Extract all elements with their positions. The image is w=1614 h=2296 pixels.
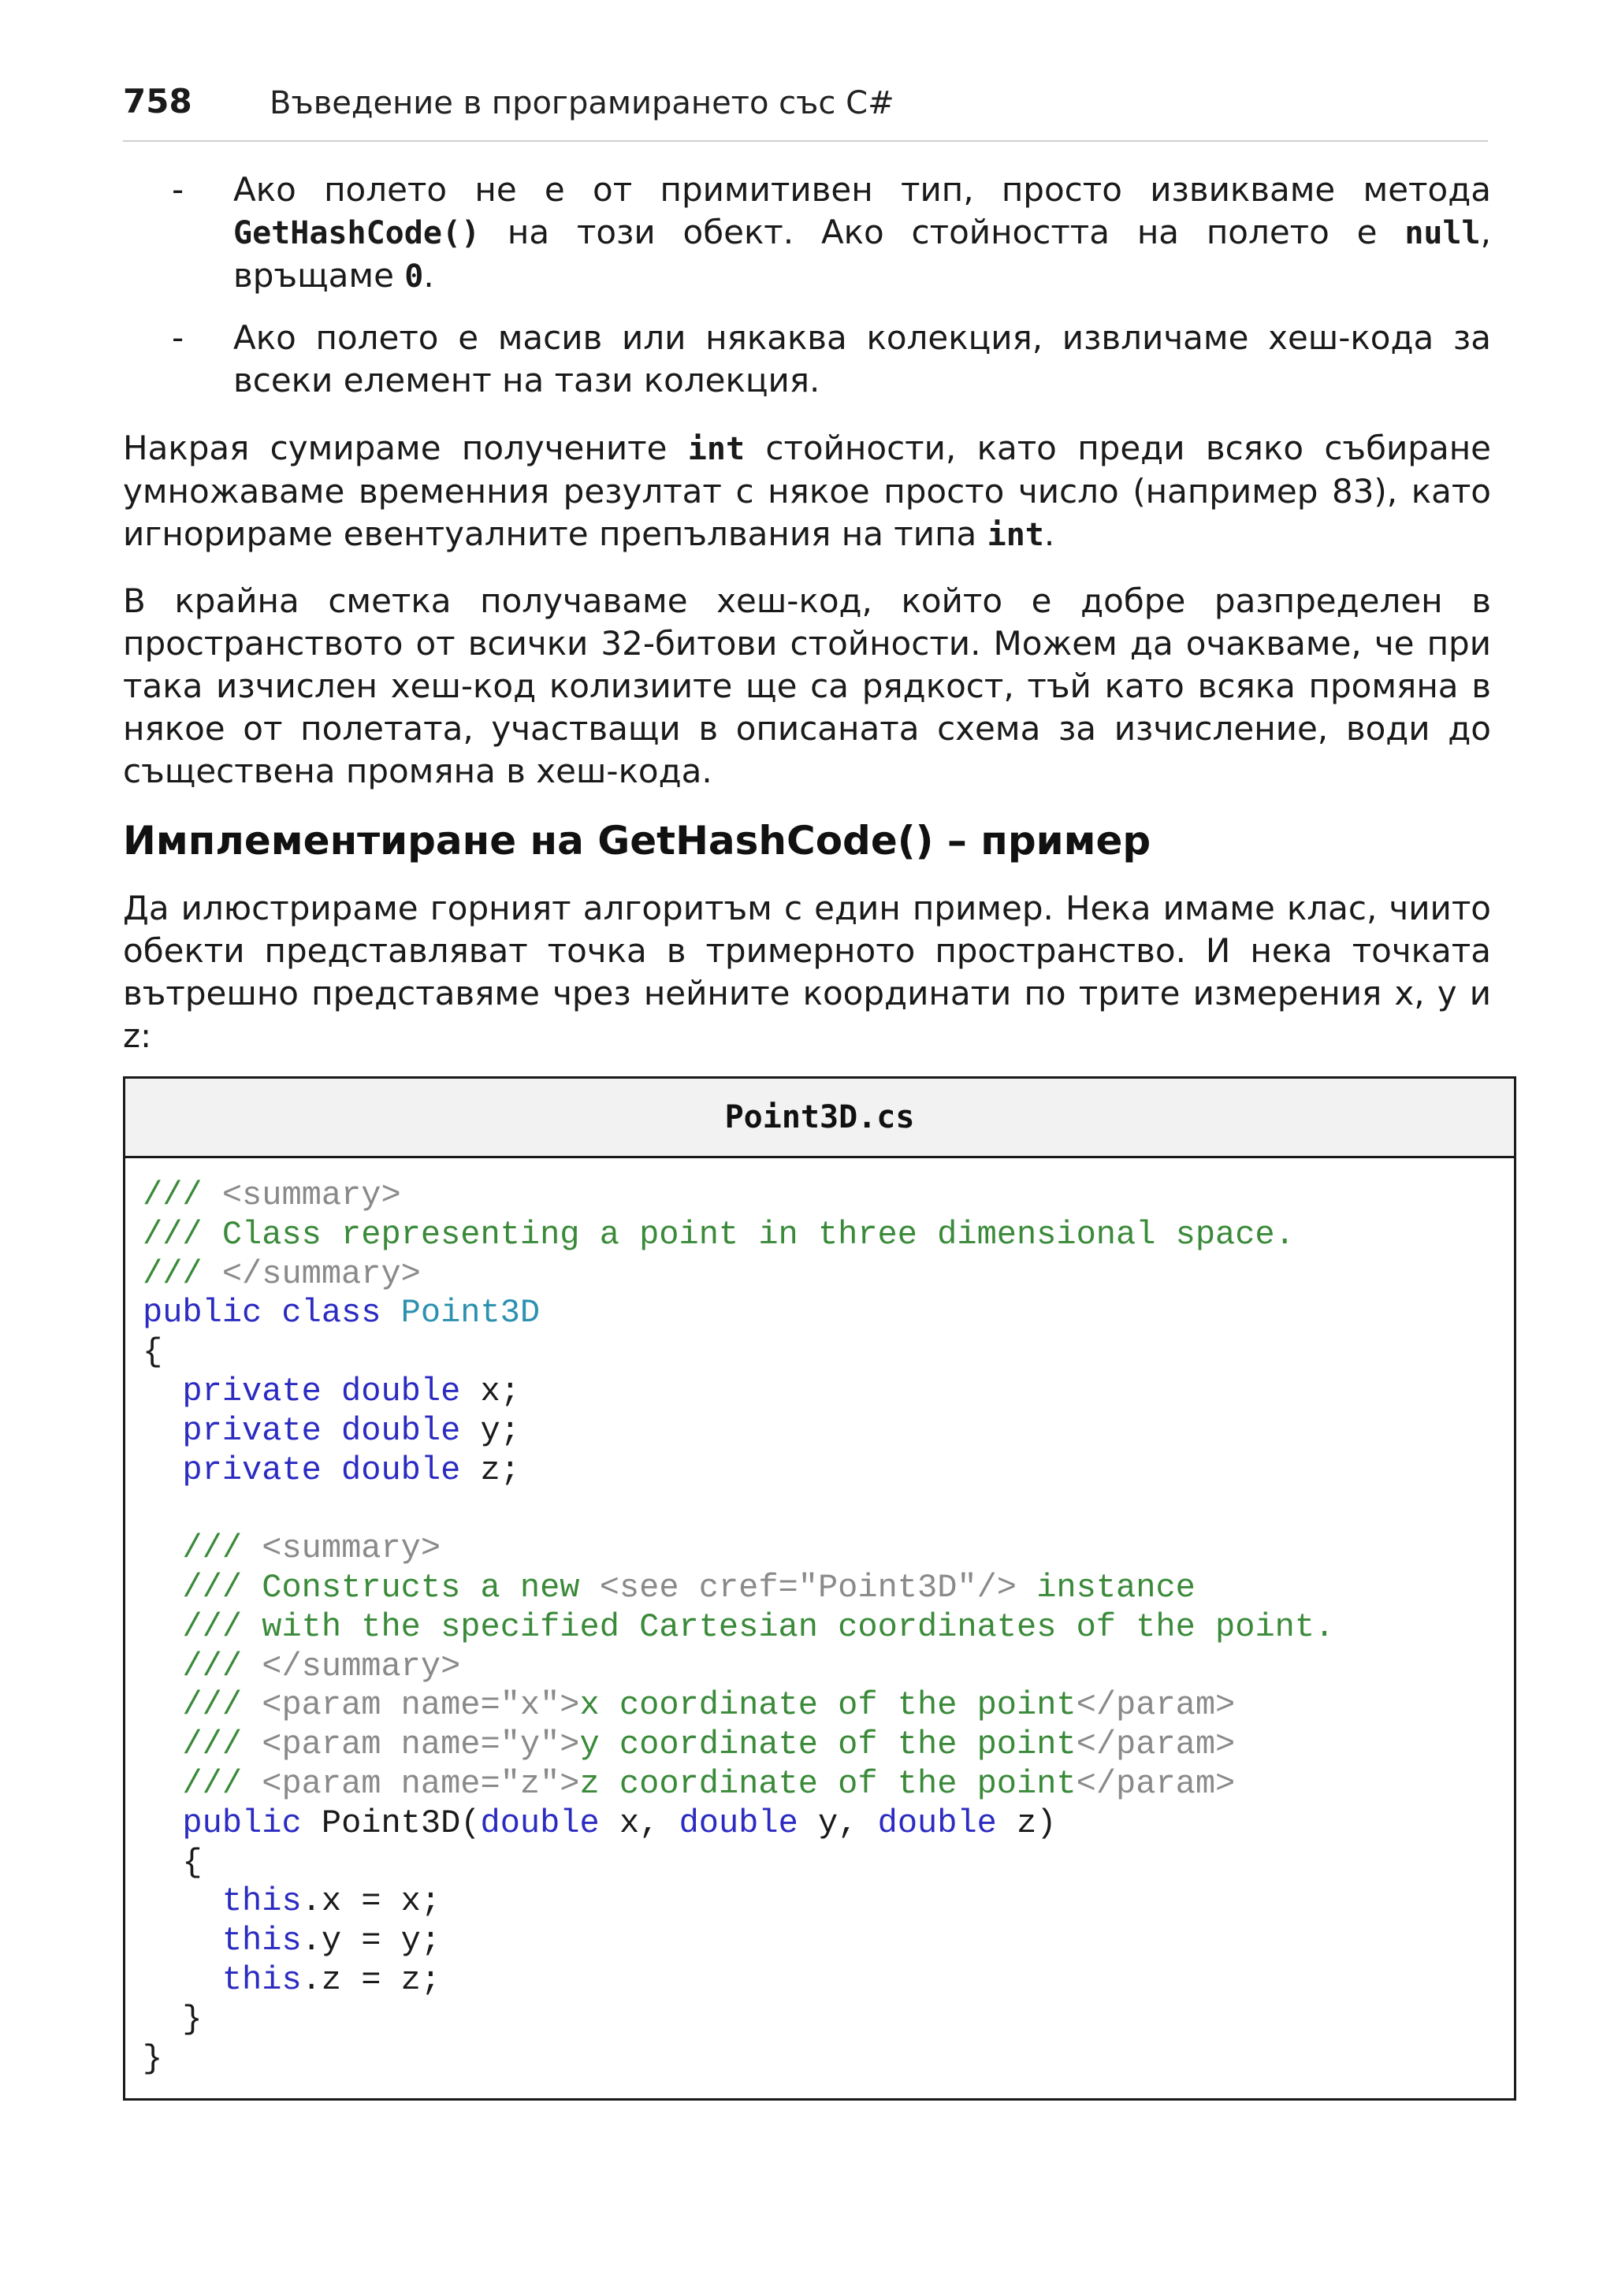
code-line	[143, 1333, 1334, 1373]
code-token-plain	[143, 1412, 182, 1450]
code-token-keyword: public	[182, 1804, 322, 1842]
code-line	[143, 1961, 1334, 2001]
code-block	[143, 1176, 1334, 2079]
inline-code: int	[687, 431, 746, 467]
code-line	[143, 2001, 1334, 2040]
code-token-plain: Point3D(	[321, 1804, 481, 1842]
code-token-plain	[143, 1569, 182, 1607]
text-run: , връщаме	[233, 213, 1491, 295]
code-line	[143, 1648, 1334, 1687]
code-token-keyword: public class	[143, 1294, 401, 1332]
code-token-comment: ///	[182, 1647, 262, 1685]
code-token-plain: .y = y;	[301, 1922, 441, 1960]
code-token-keyword: private double	[182, 1451, 481, 1489]
code-token-plain: z)	[1017, 1804, 1057, 1842]
text-run: Накрая сумираме получените	[123, 429, 688, 467]
code-token-plain: y;	[480, 1411, 520, 1450]
code-token-plain	[143, 1961, 222, 1999]
paragraph-text: Да илюстрираме горният алгоритъм с един пример. Нека имаме клас, чиито обекти представляват точка в тримерното пространство. И нека точката вътрешно представяме чрез нейните координати по трите измерения x, y и z:	[123, 889, 1491, 1055]
code-token-comment: /// Class representing a point in three dimensional space.	[143, 1215, 1295, 1254]
code-line	[143, 1765, 1334, 1804]
code-token-comment: instance	[1017, 1568, 1196, 1607]
page-number: 758	[123, 82, 192, 121]
bullet-text	[233, 317, 1491, 402]
code-token-keyword: this	[221, 1882, 302, 1921]
bullet-dash: -	[172, 318, 184, 357]
code-line	[143, 1922, 1334, 1961]
code-line	[143, 2040, 1334, 2079]
inline-code: null	[1404, 215, 1481, 251]
paragraph-distribution	[123, 580, 1491, 793]
code-token-plain: }	[143, 2000, 203, 2038]
paragraph-hash-sum	[123, 427, 1491, 556]
paragraph-text: В крайна сметка получаваме хеш-код, който е добре разпределен в пространството от всички 32-битови стойности. Можем да очакваме, че при така изчислен хеш-код колизиите ще са рядкост, тъй като всяка промяна в някое от полетата, участващи в описаната схема за изчисление, води до съществена промяна в хеш-кода.	[123, 581, 1491, 790]
code-token-plain	[143, 1451, 182, 1489]
paragraph-example-intro	[123, 887, 1491, 1057]
text-run: Ако полето е масив или някаква колекция, извличаме хеш-кода за всеки елемент на тази колекция.	[233, 318, 1491, 399]
code-token-tag: </param>	[1076, 1726, 1236, 1764]
code-line	[143, 1882, 1334, 1922]
book-title: Въведение в програмирането със C#	[270, 85, 894, 121]
code-token-comment: ///	[182, 1764, 262, 1803]
code-token-plain: x;	[480, 1372, 520, 1410]
code-line	[143, 1373, 1334, 1412]
code-token-tag: <summary>	[262, 1529, 441, 1568]
running-header	[123, 79, 1488, 142]
code-line	[143, 1176, 1334, 1216]
code-token-keyword: double	[877, 1804, 1017, 1842]
code-line	[143, 1686, 1334, 1726]
code-line	[143, 1451, 1334, 1491]
code-line	[143, 1726, 1334, 1765]
code-line	[143, 1608, 1334, 1648]
code-token-comment: ///	[182, 1726, 262, 1764]
code-token-keyword: private double	[182, 1411, 481, 1450]
bullet-item	[123, 317, 1491, 402]
text-run: .	[1043, 515, 1055, 553]
code-line	[143, 1255, 1334, 1295]
text-run: на този обект. Ако стойността на полето е	[480, 213, 1405, 251]
code-token-plain	[143, 1922, 222, 1960]
code-token-type: Point3D	[400, 1294, 541, 1332]
bullet-item	[123, 169, 1491, 298]
paragraph-text	[123, 427, 1491, 556]
code-line	[143, 1844, 1334, 1883]
text-run: .	[423, 256, 434, 295]
bullet-list	[123, 169, 1491, 421]
code-token-comment: ///	[182, 1529, 262, 1568]
code-token-keyword: private double	[182, 1372, 481, 1410]
code-token-plain: {	[143, 1333, 163, 1372]
code-token-plain	[143, 1608, 182, 1646]
code-token-plain: }	[143, 2039, 163, 2078]
code-token-tag: <see cref="Point3D"/>	[599, 1568, 1017, 1607]
code-token-plain	[143, 1726, 182, 1763]
code-token-plain	[143, 1529, 182, 1567]
code-token-comment: z coordinate of the point	[579, 1764, 1077, 1803]
code-token-tag: <param name="z">	[262, 1764, 580, 1803]
code-line	[143, 1529, 1334, 1569]
code-line	[143, 1804, 1334, 1844]
code-token-tag: <param name="y">	[262, 1726, 580, 1764]
code-token-plain: {	[143, 1843, 203, 1882]
code-token-tag: <summary>	[221, 1176, 401, 1214]
code-token-tag: </param>	[1076, 1686, 1236, 1725]
code-token-comment: x coordinate of the point	[579, 1686, 1077, 1725]
code-line	[143, 1412, 1334, 1451]
code-token-plain: .z = z;	[301, 1960, 441, 1999]
inline-code: int	[987, 517, 1044, 553]
code-line	[143, 1294, 1334, 1333]
section-heading: Имплементиране на GetHashCode() – пример	[123, 818, 1151, 864]
code-token-comment: y coordinate of the point	[579, 1726, 1077, 1764]
bullet-text	[233, 169, 1491, 298]
code-token-plain: y,	[818, 1804, 878, 1842]
code-token-tag: </summary>	[221, 1254, 421, 1293]
code-token-tag: </summary>	[262, 1647, 461, 1685]
code-line	[143, 1216, 1334, 1255]
code-token-plain	[143, 1686, 182, 1724]
inline-code: GetHashCode()	[233, 215, 481, 251]
code-token-comment: ///	[182, 1686, 262, 1725]
code-token-keyword: this	[221, 1922, 302, 1960]
code-token-plain	[143, 1648, 182, 1685]
code-token-plain: .x = x;	[301, 1882, 441, 1921]
code-token-plain: z;	[480, 1451, 520, 1489]
code-token-plain	[143, 1804, 182, 1842]
code-token-plain: x,	[619, 1804, 679, 1842]
text-run: стойности, като преди всяко събиране умножаваме временния резултат с някое просто число (например 83), като игнорираме евентуалните препълвания на типа	[123, 429, 1492, 553]
bullet-dash: -	[172, 170, 184, 209]
code-listing-title: Point3D.cs	[125, 1079, 1514, 1158]
code-token-comment: ///	[143, 1254, 222, 1293]
code-line	[143, 1490, 1334, 1529]
code-token-tag: </param>	[1076, 1764, 1236, 1803]
code-token-comment: ///	[143, 1176, 222, 1214]
code-token-comment: /// Constructs a new	[182, 1568, 600, 1607]
text-run: Ако полето не е от примитивен тип, просто извикваме метода	[233, 170, 1491, 209]
code-token-plain	[143, 1882, 222, 1920]
code-token-keyword: double	[480, 1804, 619, 1842]
code-token-comment: /// with the specified Cartesian coordinates of the point.	[182, 1607, 1335, 1646]
code-token-plain	[143, 1765, 182, 1803]
code-token-keyword: double	[679, 1804, 818, 1842]
code-listing	[123, 1076, 1516, 2101]
code-token-tag: <param name="x">	[262, 1686, 580, 1725]
code-token-plain	[143, 1373, 182, 1410]
inline-code: 0	[404, 258, 424, 295]
code-token-keyword: this	[221, 1960, 302, 1999]
code-line	[143, 1569, 1334, 1608]
